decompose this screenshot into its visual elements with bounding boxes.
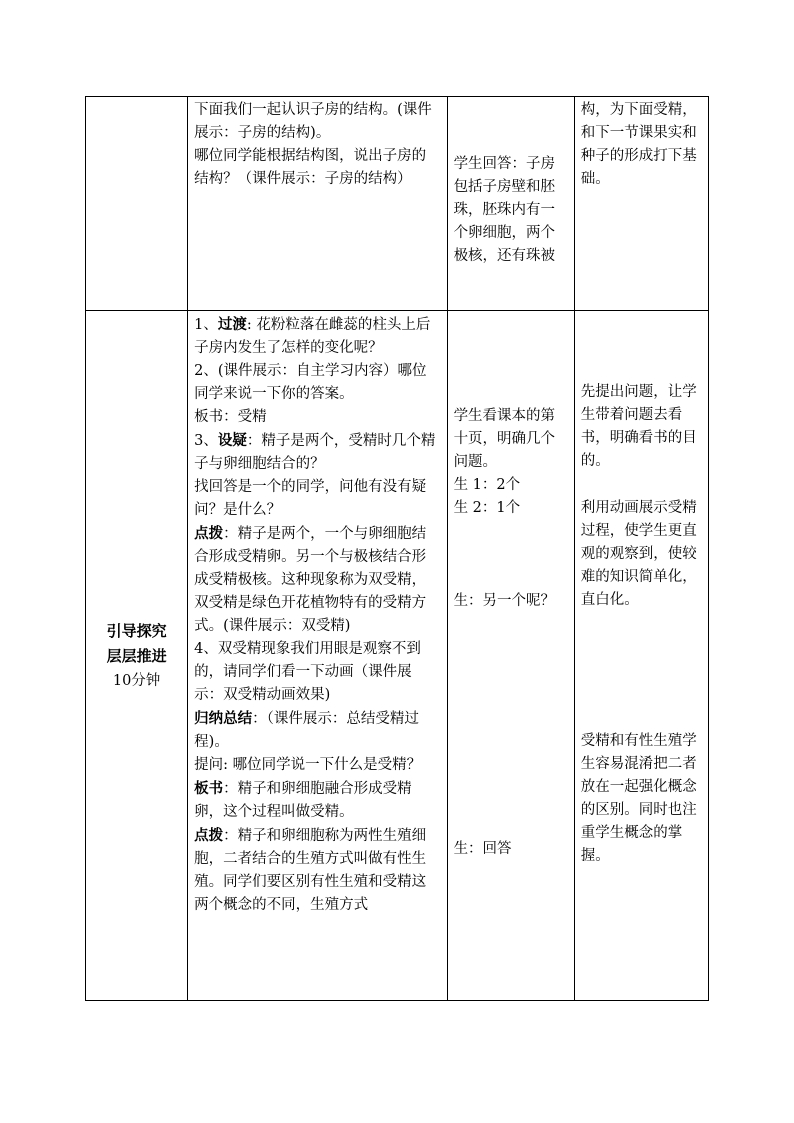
item-text: ：精子是两个，受精时几个精子与卵细胞结合的？: [194, 433, 436, 472]
stage-time: 10分钟: [112, 672, 161, 689]
teacher-text: 哪位同学能根据结构图，说出子房的结构？（课件展示：子房的结构）: [194, 148, 427, 187]
teacher-text: 4、双受精现象我们用眼是观察不到的，请同学们看一下动画（课件展示：双受精动画效果): [194, 641, 421, 703]
keyword: 板书: [194, 780, 224, 797]
stage-cell: [86, 311, 188, 1001]
teacher-text: 找回答是一个的同学，问他有没有疑问？是什么？: [194, 479, 427, 518]
design-intent-cell: [574, 97, 708, 311]
item-text: ：（课件展示：总结受精过程)。: [194, 711, 419, 750]
teacher-activity-cell: [188, 311, 447, 1001]
student-text: 学生回答：子房包括子房壁和胚珠，胚珠内有一个卵细胞，两个极核，还有珠被: [453, 156, 556, 264]
teacher-text: [194, 824, 440, 917]
teacher-text: 提问: 哪位同学说一下什么是受精？: [194, 757, 422, 773]
teacher-text: [194, 707, 440, 754]
table-row: [86, 97, 709, 311]
item-number: 1、: [194, 317, 218, 333]
design-text: 利用动画展示受精过程，使学生更直观的观察到，使较难的知识简单化，直白化。: [580, 500, 697, 608]
design-text: 先提出问题，让学生带着问题去看书，明确看书的目的。: [580, 384, 697, 469]
teacher-text: [194, 522, 440, 638]
keyword: 过渡: [217, 316, 247, 333]
stage-title: 层层推进: [106, 646, 167, 665]
student-text: 生：另一个呢？: [453, 593, 556, 609]
lesson-plan-table: [85, 96, 709, 1001]
stage-cell-empty: [86, 97, 188, 311]
teacher-text: 下面我们一起认识子房的结构。(课件展示：子房的结构)。: [194, 102, 432, 141]
teacher-text: 2、(课件展示：自主学习内容）哪位同学来说一下你的答案。: [194, 363, 427, 402]
student-activity-cell: [447, 97, 574, 311]
item-text: : 花粉粒落在雌蕊的柱头上后子房内发生了怎样的变化呢？: [194, 317, 431, 356]
keyword: 设疑: [217, 432, 247, 449]
student-text: 生 1：2个: [453, 477, 521, 493]
keyword: 点拨: [194, 525, 224, 542]
item-text: ：精子是两个，一个与卵细胞结合形成受精卵。另一个与极核结合形成受精极核。这种现象称为双受精，双受精是绿色开花植物特有的受精方式。(课件展示：双受精): [194, 526, 427, 634]
teacher-text: [194, 313, 440, 360]
design-text: 构，为下面受精，和下一节课果实和种子的形成打下基础。: [580, 102, 697, 187]
student-text: 学生看课本的第十页，明确几个问题。: [453, 408, 556, 470]
student-text: 生 2：1个: [453, 500, 521, 516]
design-text: 受精和有性生殖学生容易混淆把二者放在一起强化概念的区别。同时也注重学生概念的掌握。: [580, 733, 697, 864]
item-number: 3、: [194, 433, 218, 449]
table-row: [86, 311, 709, 1001]
teacher-text: [194, 777, 440, 824]
student-activity-cell: [447, 311, 574, 1001]
keyword: 归纳总结: [194, 710, 253, 727]
student-text: 生：回答: [453, 841, 512, 857]
teacher-text: 板书：受精: [194, 409, 267, 425]
teacher-activity-cell: [188, 97, 447, 311]
item-text: ：精子和卵细胞称为两性生殖细胞，二者结合的生殖方式叫做有性生殖。同学们要区别有性生殖和受精这两个概念的不同，生殖方式: [194, 828, 427, 913]
keyword: 点拨: [194, 827, 224, 844]
teacher-text: [194, 429, 440, 476]
stage-title: 引导探究: [106, 621, 167, 640]
item-text: ：精子和卵细胞融合形成受精卵，这个过程叫做受精。: [194, 781, 412, 820]
design-intent-cell: [574, 311, 708, 1001]
